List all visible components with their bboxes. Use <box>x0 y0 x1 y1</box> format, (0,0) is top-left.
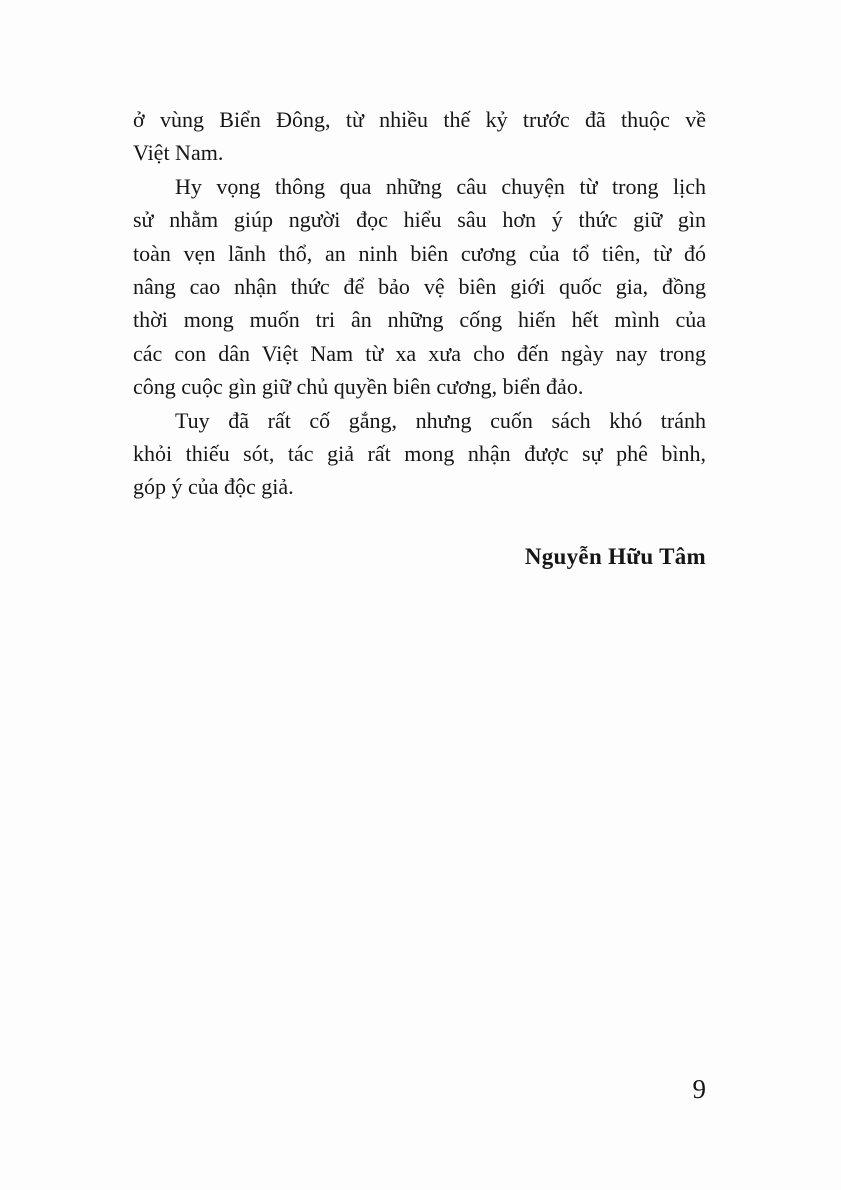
text-line: Việt Nam. <box>133 140 224 166</box>
text-line: khỏi thiếu sót, tác giả rất mong nhận được sự phê bình, <box>133 441 706 467</box>
text-line: công cuộc gìn giữ chủ quyền biên cương, biển đảo. <box>133 374 584 400</box>
body-text <box>133 103 706 573</box>
text-line: nâng cao nhận thức để bảo vệ biên giới quốc gia, đồng <box>133 274 706 300</box>
page-number: 9 <box>692 1074 706 1104</box>
text-line: sử nhằm giúp người đọc hiểu sâu hơn ý thức giữ gìn <box>133 207 706 233</box>
text-line: Tuy đã rất cố gắng, nhưng cuốn sách khó tránh <box>175 407 706 433</box>
text-line: các con dân Việt Nam từ xa xưa cho đến ngày nay trong <box>133 340 706 366</box>
text-line: Hy vọng thông qua những câu chuyện từ trong lịch <box>175 173 706 199</box>
text-line: thời mong muốn tri ân những cống hiến hết mình của <box>133 307 706 333</box>
text-line: ở vùng Biển Đông, từ nhiều thế kỷ trước đã thuộc về <box>133 107 706 132</box>
author-signature: Nguyễn Hữu Tâm <box>524 543 706 569</box>
text-line: toàn vẹn lãnh thổ, an ninh biên cương của tổ tiên, từ đó <box>133 240 706 266</box>
text-line: góp ý của độc giả. <box>133 474 294 500</box>
